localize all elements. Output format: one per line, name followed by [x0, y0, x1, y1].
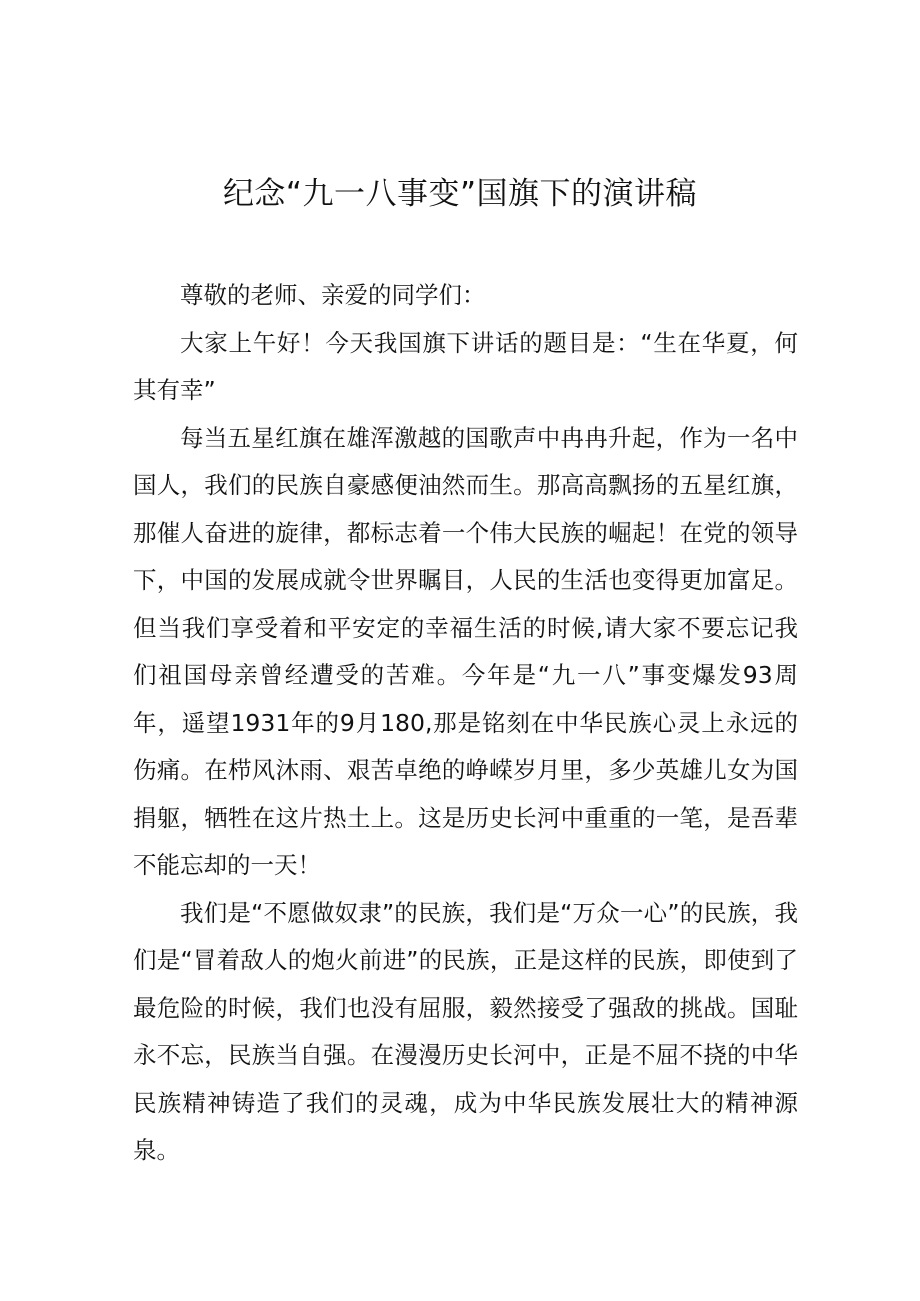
greeting-paragraph: 大家上午好！今天我国旗下讲话的题目是：“生在华夏，何其有幸”: [133, 328, 798, 404]
salutation-paragraph: 尊敬的老师、亲爱的同学们：: [180, 281, 486, 309]
body-paragraph: 每当五星红旗在雄浑激越的国歌声中冉冉升起，作为一名中国人，我们的民族自豪感便油然而生。那高高飘扬的五星红旗，那催人奋进的旋律，都标志着一个伟大民族的崛起！在党的领导下，中国的发展成就令世界瞩目，人民的生活也变得更加富足。但当我们享受着和平安定的幸福生活的时候,请大家不要忘记我们祖国母亲曾经遭受的苦难。今年是“九一八”事变爆发93周年，遥望1931年的9月180,那是铭刻在中华民族心灵上永远的伤痛。在栉风沐雨、艰苦卓绝的峥嵘岁月里，多少英雄儿女为国捐躯，牺牲在这片热土上。这是历史长河中重重的一笔，是吾辈不能忘却的一天！: [133, 423, 798, 879]
body-paragraph: 我们是“不愿做奴隶”的民族，我们是“万众一心”的民族，我们是“冒着敌人的炮火前进”的民族，正是这样的民族，即使到了最危险的时候，我们也没有屈服，毅然接受了强敌的挑战。国耻永不忘，民族当自强。在漫漫历史长河中，正是不屈不挠的中华民族精神铸造了我们的灵魂，成为中华民族发展壮大的精神源泉。: [133, 898, 798, 1164]
document-body: [133, 272, 798, 1175]
document-title: 纪念“九一八事变”国旗下的演讲稿: [222, 176, 698, 212]
